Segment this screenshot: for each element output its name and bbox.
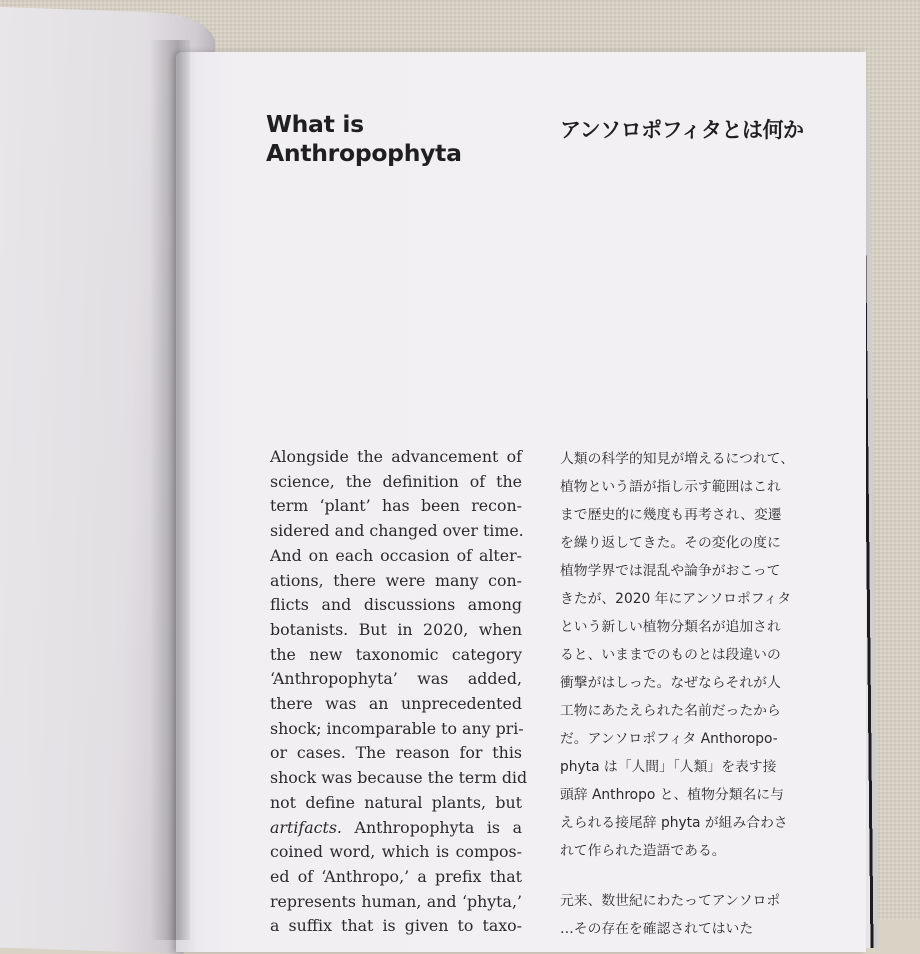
paragraph-gap (560, 865, 812, 887)
title-english: What is Anthropophyta (266, 110, 462, 167)
body-en-line: shock was because the term did (270, 768, 528, 788)
body-en-line: a suffix that is given to taxo- (270, 916, 522, 936)
body-jp-line: 頭辞 Anthropo と、植物分類名に与 (560, 787, 784, 803)
body-jp-line: …その存在を確認されてはいた (560, 921, 754, 937)
body-en-line: artifacts. Anthropophyta is a (270, 817, 522, 837)
body-jp-line: 衝撃がはしった。なぜならそれが人 (560, 675, 781, 691)
body-jp-line: を繰り返してきた。その変化の度に (560, 535, 781, 551)
body-jp-line: 人類の科学的知見が増えるにつれて、 (560, 451, 794, 467)
body-english (270, 445, 528, 939)
title-japanese: アンソロポフィタとは何か (560, 118, 804, 142)
body-en-line: not define natural plants, but (270, 792, 522, 812)
body-jp-line: まで歴史的に幾度も再考され、変遷 (560, 507, 782, 523)
body-japanese (560, 445, 812, 943)
body-jp-line: phyta は「人間」「人類」を表す接 (560, 759, 777, 775)
body-en-line: Alongside the advancement of (270, 447, 522, 466)
body-en-line: term ‘plant’ has been recon- (270, 496, 522, 516)
body-jp-line: れて作られた造語である。 (560, 843, 726, 859)
body-en-line: there was an unprecedented (270, 694, 522, 714)
body-en-line: ations, there were many con- (270, 570, 522, 590)
body-jp-line: だ。アンソロポフィタ Anthoropo- (560, 731, 778, 747)
body-jp-line: 工物にあたえられた名前だったから (560, 703, 781, 719)
body-en-line: botanists. But in 2020, when (270, 619, 522, 639)
body-jp-line: 植物学界では混乱や論争がおこって (560, 563, 781, 579)
body-en-line: shock; incomparable to any pri- (270, 718, 524, 738)
gutter-shadow (150, 40, 190, 940)
body-jp-line: えられる接尾辞 phyta が組み合わさ (560, 815, 788, 831)
body-en-line: And on each occasion of alter- (270, 545, 522, 565)
body-en-line: or cases. The reason for this (270, 743, 522, 763)
body-jp-line: 植物という語が指し示す範囲はこれ (560, 479, 781, 495)
body-en-line: represents human, and ‘phyta,’ (270, 891, 522, 911)
body-en-line: science, the definition of the (270, 471, 522, 491)
italic-word: artifacts. (270, 817, 342, 837)
body-jp-line: という新しい植物分類名が追加され (560, 619, 781, 635)
body-en-line: sidered and changed over time. (270, 521, 524, 541)
body-en-line: the new taxonomic category (270, 644, 522, 664)
body-en-line: flicts and discussions among (270, 595, 522, 615)
body-en-line: coined word, which is compos- (270, 842, 522, 862)
body-en-line: ‘Anthropophyta’ was added, (270, 669, 522, 689)
body-jp-line: ると、いままでのものとは段違いの (560, 647, 781, 663)
body-en-line: ed of ‘Anthropo,’ a prefix that (270, 866, 522, 886)
body-jp-line: 元来、数世紀にわたってアンソロポ (560, 893, 781, 909)
body-jp-line: きたが、2020 年にアンソロポフィタ (560, 591, 791, 607)
